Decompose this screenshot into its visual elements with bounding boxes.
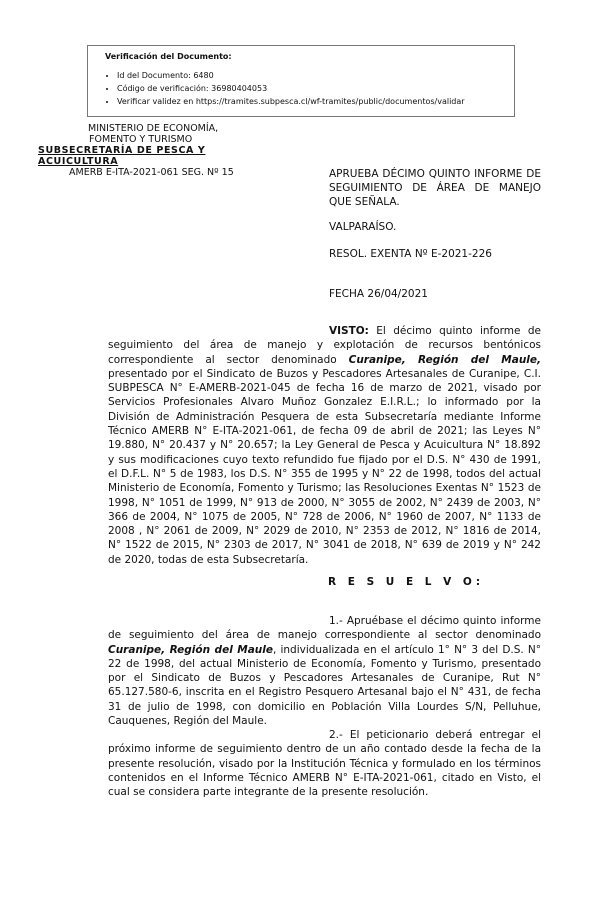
reference-number: AMERB E-ITA-2021-061 SEG. Nº 15 bbox=[69, 167, 234, 178]
item-2-paragraph: 2.- El peticionario deberá entregar el próximo informe de seguimiento dentro de un año contado desde la fecha de la presente resolución, visado por la Institución Técnica y formulado en los términos contenidos en el Informe Técnico AMERB N° E-ITA-2021-061, citado en Visto, el cual se considera parte integrante de la presente resolución. bbox=[108, 729, 541, 799]
visto-label: VISTO: bbox=[329, 325, 369, 337]
ministry-line-2: FOMENTO Y TURISMO bbox=[89, 134, 193, 145]
resolution-date: FECHA 26/04/2021 bbox=[329, 288, 428, 300]
verification-link[interactable]: • Verificar validez en https://tramites.subpesca.cl/wf-tramites/public/documentos/validar bbox=[117, 95, 514, 108]
resuelvo-item-2 bbox=[108, 728, 541, 799]
visto-text-2: presentado por el Sindicato de Buzos y Pescadores Artesanales de Curanipe, C.I. SUBPESCA N° E-AMERB-2021-045 de fecha 16 de marzo de 2021, visado por Servicios Profesionales Alvaro Muñoz Gonzalez E.I.R.L.; lo informado por la División de Administración Pesquera de esta Subsecretaría mediante Informe Técnico AMERB N° E-ITA-2021-061, de fecha 09 de abril de 2021; las Leyes N° 19.880, N° 20.437 y N° 20.657; la Ley General de Pesca y Acuicultura N° 18.892 y sus modificaciones cuyo texto refundido fue fijado por el D.S. N° 430 de 1991, el D.F.L. N° 5 de 1983, los D.S. N° 355 de 1995 y N° 22 de 1998, todos del actual Ministerio de Economía, Fomento y Turismo; las Resoluciones Exentas N° 1523 de 1998, N° 1051 de 1999, N° 913 de 2000, N° 3055 de 2002, N° 2439 de 2003, N° 366 de 2004, N° 1075 de 2005, N° 728 de 2006, N° 1960 de 2007, N° 1133 de 2008 , N° 2061 de 2009, N° 2029 de 2010, N° 2353 de 2012, N° 1816 de 2014, N° 1522 de 2015, N° 2303 de 2017, N° 3041 de 2018, N° 639 de 2019 y N° 242 de 2020, todas de esta Subsecretaría. bbox=[108, 367, 541, 566]
verification-code: • Código de verificación: 36980404053 bbox=[117, 82, 514, 95]
resolution-title: APRUEBA DÉCIMO QUINTO INFORME DE SEGUIMIENTO DE ÁREA DE MANEJO QUE SEÑALA. bbox=[329, 168, 541, 208]
verification-title: Verificación del Documento: bbox=[105, 52, 232, 61]
resuelvo-heading: R E S U E L V O: bbox=[328, 576, 485, 588]
ministry-header bbox=[38, 123, 278, 178]
verification-list bbox=[105, 69, 514, 108]
visto-section bbox=[108, 324, 541, 567]
resuelvo-item-1 bbox=[108, 614, 541, 728]
item-1-text-a: 1.- Apruébase el décimo quinto informe de seguimiento del área de manejo correspondiente al sector denominado bbox=[108, 615, 541, 642]
item-1-text-b: , individualizada en el artículo 1° N° 3 del D.S. N° 22 de 1998, del actual Ministerio de Economía, Fomento y Turismo, presentado por el Sindicato de Buzos y Pescadores Artesanales de Curanipe, Rut N° 65.127.580-6, inscrita en el Registro Pesquero Artesanal bajo el N° 431, de fecha 31 de julio de 1998, con domicilio en Población Villa Lourdes S/N, Pelluhue, Cauquenes, Región del Maule. bbox=[108, 643, 541, 728]
verification-box bbox=[87, 45, 515, 117]
visto-sector: Curanipe, Región del Maule, bbox=[348, 353, 541, 366]
visto-paragraph bbox=[108, 324, 541, 567]
subsecretaria-name: SUBSECRETARÍA DE PESCA Y ACUICULTURA bbox=[38, 145, 206, 167]
resolution-number: RESOL. EXENTA Nº E-2021-226 bbox=[329, 248, 492, 260]
resolution-place: VALPARAÍSO. bbox=[329, 221, 397, 233]
item-1-paragraph bbox=[108, 614, 541, 728]
document-id: • Id del Documento: 6480 bbox=[117, 69, 514, 82]
visto-text-1: El décimo quinto informe de seguimiento del área de manejo y explotación de recursos bentónicos correspondiente al sector denominado bbox=[108, 325, 541, 366]
item-1-sector: Curanipe, Región del Maule bbox=[108, 643, 273, 656]
ministry-line-1: MINISTERIO DE ECONOMÍA, bbox=[88, 123, 219, 134]
